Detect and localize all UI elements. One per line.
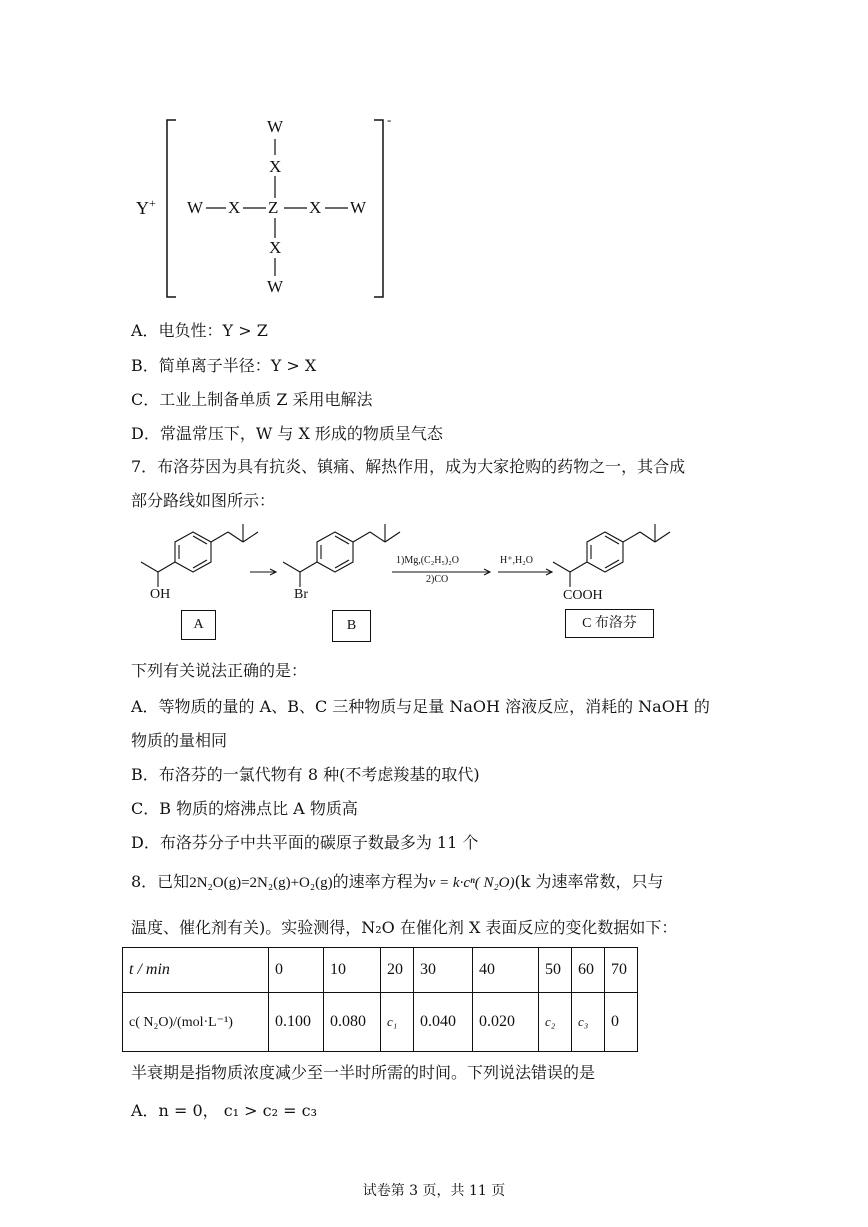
q7-option-a-line2: 物质的量相同 [131,731,228,750]
table-cell: 10 [324,948,381,993]
atom-bottom-w: W [267,277,284,296]
atom-top-x: X [269,157,282,176]
atom-center-z: Z [268,198,279,217]
table-cell: 0 [269,948,324,993]
group-br: Br [294,587,308,602]
q8-suffix: (k 为速率常数，只与 [514,872,664,891]
q8-stem-line2: 温度、催化剂有关)。实验测得，N₂O 在催化剂 X 表面反应的变化数据如下： [131,918,678,937]
q6-option-a: A．电负性：Y > Z [131,321,268,340]
q8-stem-line1 [131,869,664,892]
table-cell: 0.040 [414,993,473,1052]
table-cell: 40 [473,948,539,993]
q7-option-a-line1: A．等物质的量的 A、B、C 三种物质与足量 NaOH 溶液反应，消耗的 NaOH 的 [131,697,710,716]
q7-option-c: C．B 物质的熔沸点比 A 物质高 [131,799,358,818]
table-cell: 50 [539,948,572,993]
table-cell: 20 [381,948,414,993]
table-cell: 30 [414,948,473,993]
q6-option-c: C．工业上制备单质 Z 采用电解法 [131,390,373,409]
table-row-time [123,948,638,993]
cation-charge: + [149,196,156,210]
label-box-a: A [181,610,216,640]
atom-top-w: W [267,117,284,136]
page-footer: 试卷第 3 页，共 11 页 [362,1183,506,1199]
group-cooh: COOH [563,588,603,603]
table-cell: 0.080 [324,993,381,1052]
reagent-step2-bottom: 2)CO [426,574,449,585]
q7-option-b: B．布洛芬的一氯代物有 8 种(不考虑羧基的取代) [131,765,480,784]
q7-prompt: 下列有关说法正确的是： [131,661,308,680]
label-box-b: B [332,610,371,642]
table-cell: 0.100 [269,993,324,1052]
table-cell: 0 [605,993,638,1052]
group-oh: OH [150,587,171,602]
q6-option-b: B．简单离子半径：Y > X [131,356,317,375]
q8-middle: 的速率方程为 [332,872,429,891]
table-cell: c₂ [539,993,572,1052]
atom-right-w: W [350,198,367,217]
q8-prefix: 8．已知 [131,872,190,891]
anion-charge: - [387,112,392,127]
atom-left-w: W [187,198,204,217]
q8-note: 半衰期是指物质浓度减少至一半时所需的时间。下列说法错误的是 [131,1063,596,1082]
reagent-step3: H⁺,H₂O [500,555,533,566]
cation-symbol: Y [136,198,149,218]
q6-option-d: D．常温常压下，W 与 X 形成的物质呈气态 [131,424,443,443]
table-cell: 70 [605,948,638,993]
table-cell: 0.020 [473,993,539,1052]
label-box-c: C 布洛芬 [565,609,654,638]
table-header-concentration: c( N₂O)/(mol·L⁻¹) [123,993,269,1052]
atom-right-x: X [309,198,322,217]
bracket-svg [0,0,868,310]
table-cell: c₁ [381,993,414,1052]
q8-equation: 2N₂O(g)=2N₂(g)+O₂(g) [189,875,333,891]
q8-option-a: A．n = 0， c₁ > c₂ = c₃ [131,1101,317,1120]
q7-option-d: D．布洛芬分子中共平面的碳原子数最多为 11 个 [131,833,479,852]
atom-bottom-x: X [269,238,282,257]
q8-rate-law: v = k·cⁿ( N₂O) [428,875,515,891]
q7-stem-line1: 7．布洛芬因为具有抗炎、镇痛、解热作用，成为大家抢购的药物之一，其合成 [131,457,686,476]
kinetics-table [122,947,638,1052]
table-cell: 60 [572,948,605,993]
atom-left-x: X [228,198,241,217]
table-header-time: t / min [123,948,269,993]
table-cell: c₃ [572,993,605,1052]
reagent-step2-top: 1)Mg,(C₂H₅)₂O [396,555,459,566]
table-row-concentration [123,993,638,1052]
q7-stem-line2: 部分路线如图所示： [131,491,276,510]
